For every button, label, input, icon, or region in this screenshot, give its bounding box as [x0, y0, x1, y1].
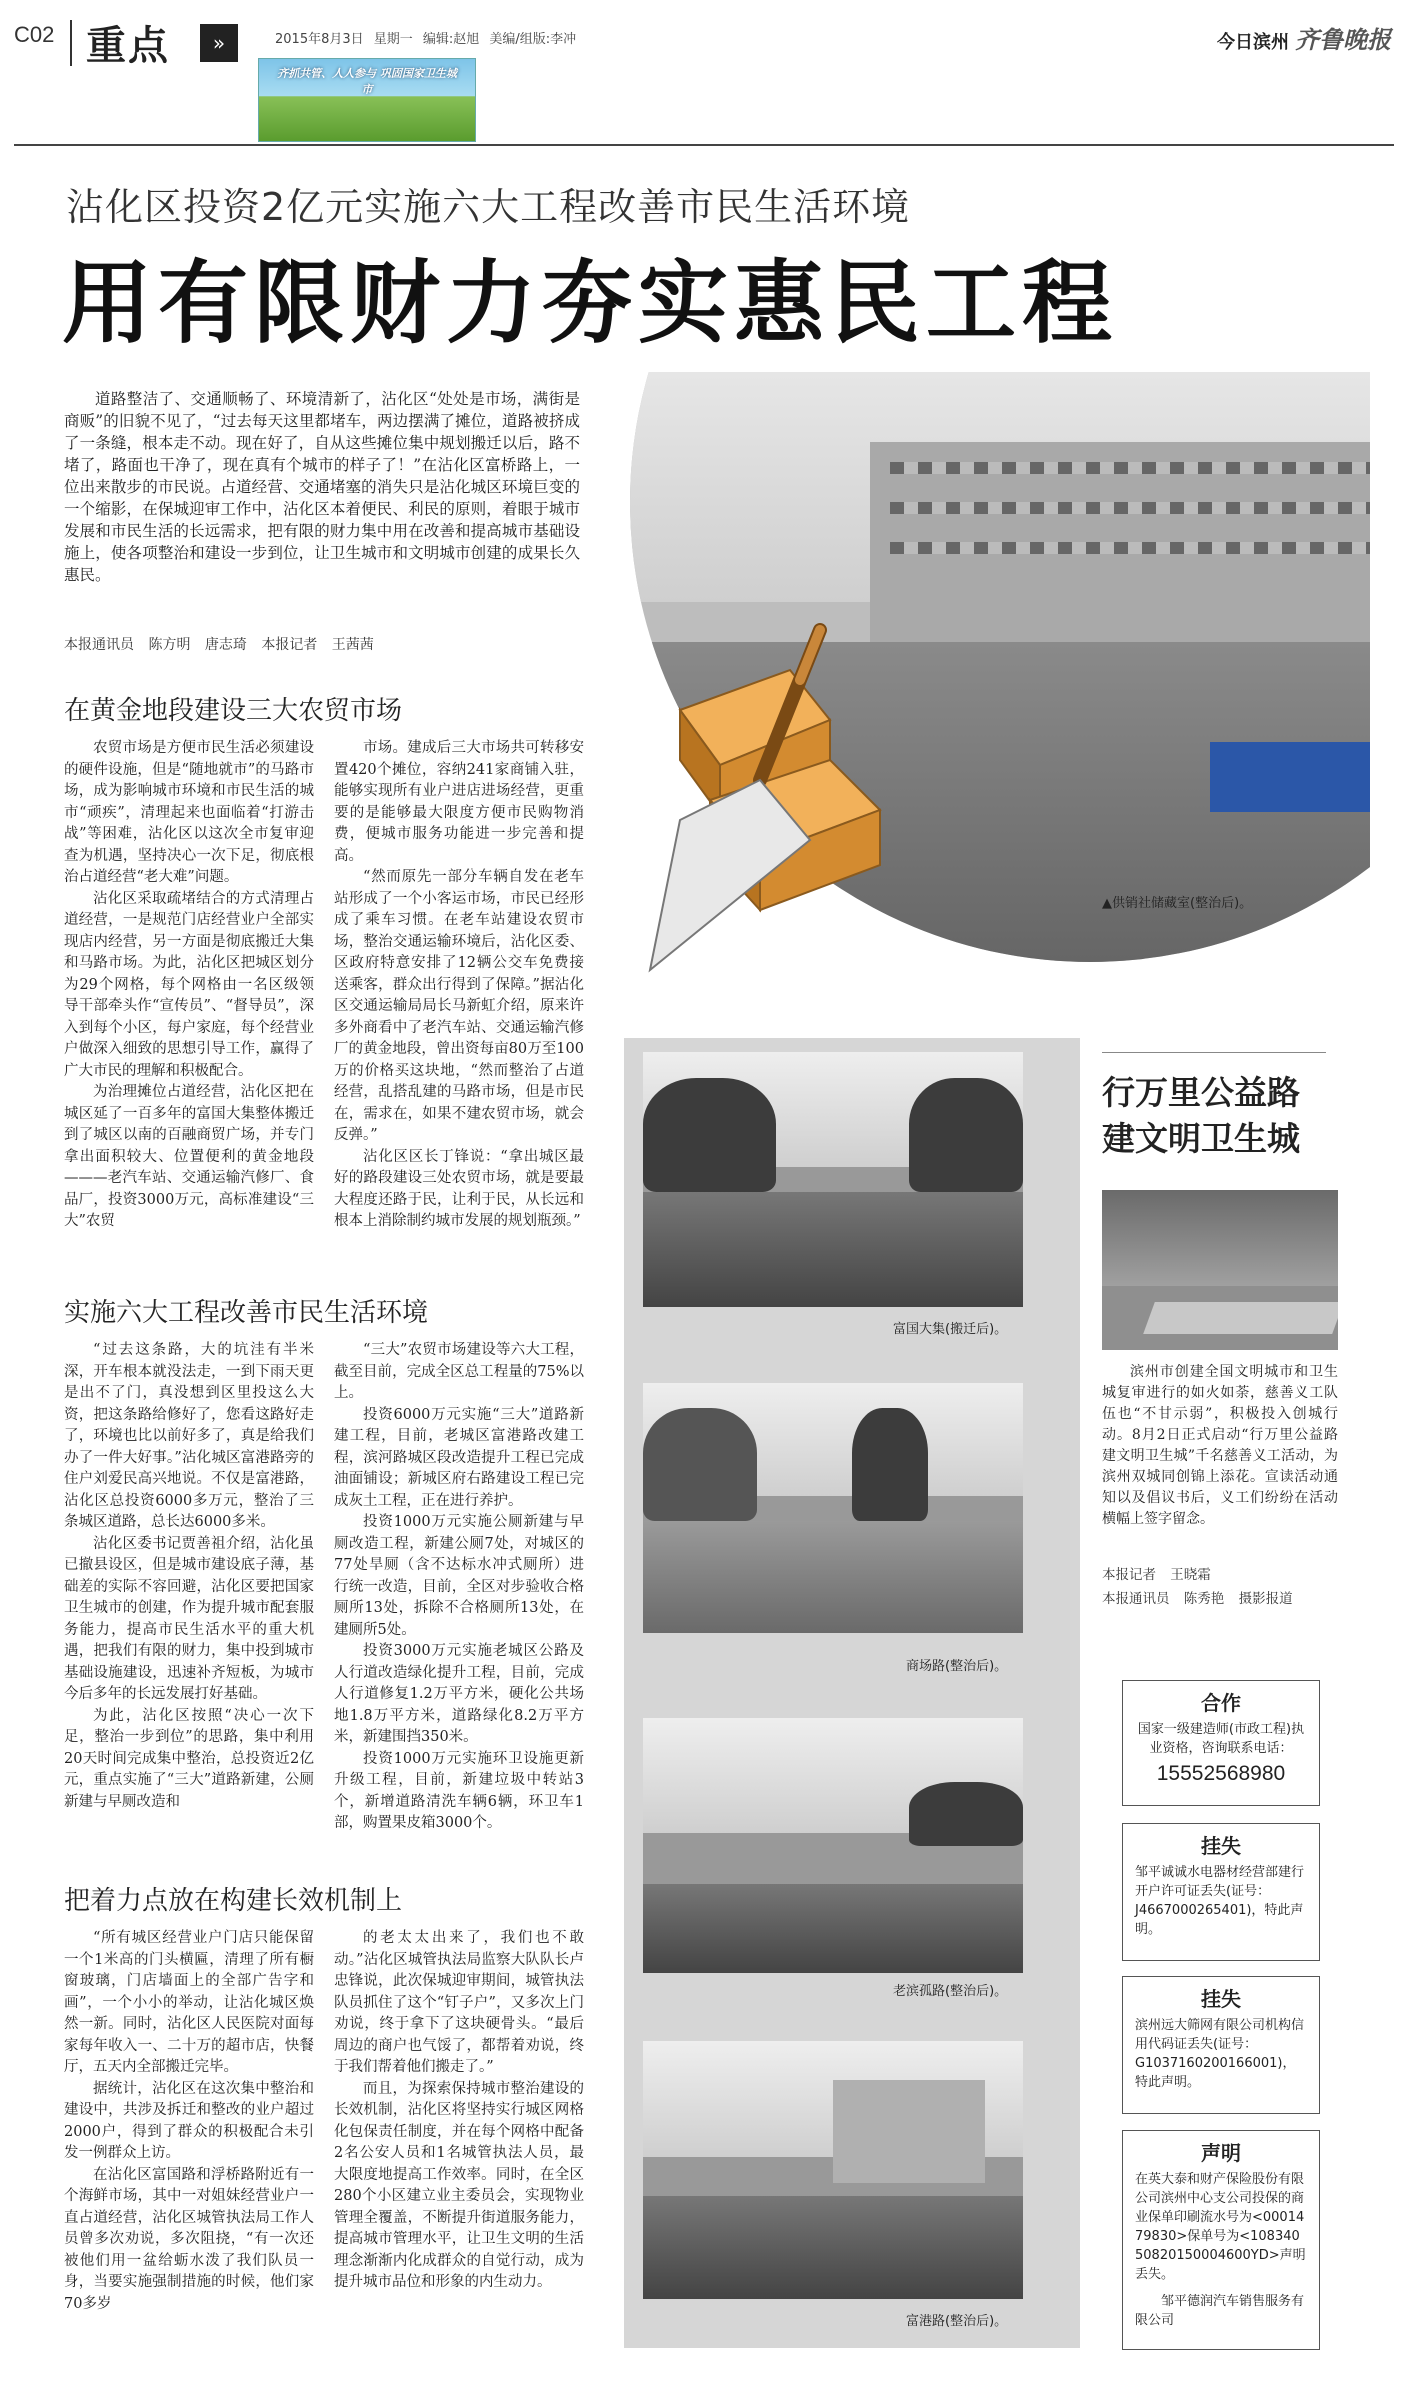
- classified-ad-statement: [1122, 2130, 1320, 2350]
- caption-photo-3: 老滨孤路(整治后)。: [893, 1984, 1008, 1999]
- paragraph: 农贸市场是方便市民生活必须建设的硬件设施，但是“随地就市”的马路市场，成为影响城市环境和市民生活的城市“顽疾”，清理起来也面临着“打游击战”等困难，沾化区以这次全市复审迎查为机遇，坚持决心一次下足，彻底根治占道经营“老大难”问题。: [64, 740, 314, 885]
- article-subhead: 沾化区投资2亿元实施六大工程改善市民生活环境: [66, 185, 911, 229]
- ad-title: 挂失: [1201, 1987, 1241, 2011]
- section3-title: 把着力点放在构建长效机制上: [64, 1886, 403, 1916]
- trowel-bricks-illustration: [640, 590, 960, 1010]
- section3-col1: [64, 1928, 314, 2315]
- caption-photo-4: 富港路(整治后)。: [906, 2314, 1008, 2329]
- article-lead: 道路整洁了、交通顺畅了、环境清新了，沾化区“处处是市场，满街是商贩”的旧貌不见了，“过去每天这里都堵车，两边摆满了摊位，道路被挤成了一条缝，根本走不动。现在好了，自从这些摊位集中规划搬迁以后，路不堵了，路面也干净了，现在真有个城市的样子了！”在沾化区富桥路上，一位出来散步的市民说。占道经营、交通堵塞的消失只是沾化城区环境巨变的一个缩影，在保城迎审工作中，沾化区本着便民、利民的原则，着眼于城市发展和市民生活的长远需求，把有限的财力集中用在改善和提高城市基础设施上，使各项整治和建设一步到位，让卫生城市和文明城市创建的成果长久惠民。: [64, 390, 580, 584]
- paragraph: 为治理摊位占道经营，沾化区把在城区延了一百多年的富国大集整体搬迁到了城区以南的百融商贸广场，并专门拿出面积较大、位置便利的黄金地段———老汽车站、交通运输汽修厂、食品厂，投资3000万元，高标准建设“三大”农贸: [64, 1084, 314, 1229]
- page-number: C02: [14, 22, 55, 47]
- paragraph: 市场。建成后三大市场共可转移安置420个摊位，容纳241家商铺入驻，能够实现所有业户进店进场经营，更重要的是能够最大限度方便市民购物消费，便城市服务功能进一步完善和提高。: [334, 740, 584, 864]
- newspaper-brand-logo: 齐鲁晚报: [1295, 25, 1391, 54]
- article-byline: 本报通讯员 陈方明 唐志琦 本报记者 王茜茜: [64, 637, 374, 653]
- paragraph: 而且，为探索保持城市整治建设的长效机制，沾化区将坚持实行城区网格化包保责任制度，并在每个网格中配备2名公安人员和1名城管执法人员，最大限度地提高工作效率。同时，在全区280个小区建立业主委员会，实现物业管理全覆盖，不断提升街道服务能力，提高城市管理水平，让卫生文明的生活理念渐渐内化成群众的自觉行动，成为提升城市品位和形象的内生动力。: [334, 2080, 584, 2290]
- section2-col2: [334, 1340, 584, 1835]
- section1-title: 在黄金地段建设三大农贸市场: [64, 696, 403, 726]
- sidebar-title-line2: 建文明卫生城: [1102, 1119, 1300, 1158]
- paragraph: 沾化区委书记贾善祖介绍，沾化虽已撤县设区，但是城市建设底子薄，基础差的实际不容回避，沾化区要把国家卫生城市的创建，作为提升城市配套服务能力，提高市民生活水平的重大机遇，把我们有限的财力，集中投到城市基础设施建设，迅速补齐短板，为城市今后多年的长远发展打好基础。: [64, 1535, 314, 1702]
- ad-body: 在英大泰和财产保险股份有限公司滨州中心支公司投保的商业保单印刷流水号为<0001479830>保单号为<10834050820150004600YD>声明丢失。: [1135, 2172, 1306, 2282]
- sidebar-title-line1: 行万里公益路: [1102, 1073, 1300, 1112]
- paragraph: “三大”农贸市场建设等六大工程，截至目前，完成全区总工程量的75%以上。: [334, 1342, 584, 1401]
- caption-photo-1: 富国大集(搬迁后)。: [893, 1322, 1008, 1337]
- sidebar-body: 滨州市创建全国文明城市和卫生城复审进行的如火如荼，慈善义工队伍也“不甘示弱”，积极投入创城行动。8月2日正式启动“行万里公益路 建文明卫生城”千名慈善义工活动，为滨州双城同创锦上添花。宣读活动通知以及倡议书后，义工们纷纷在活动横幅上签字留念。: [1102, 1364, 1338, 1527]
- paragraph: 在沾化区富国路和浮桥路附近有一个海鲜市场，其中一对姐妹经营业户一直占道经营，沾化区城管执法局工作人员曾多次劝说，多次阻挠，“有一次还被他们用一盆给蛎水泼了我们队员一身，当要实施强制措施的时候，他们家70多岁: [64, 2166, 314, 2312]
- paragraph: 投资3000万元实施老城区公路及人行道改造绿化提升工程，目前，完成人行道修复1.2万平方米，硬化公共场地1.8万平方米，道路绿化8.2万平方米，新建围挡350米。: [334, 1643, 584, 1745]
- header-divider: [70, 20, 72, 66]
- section2-col1: [64, 1340, 314, 1813]
- paragraph: “过去这条路，大的坑洼有半米深，开车根本就没法走，一到下雨天更是出不了门，真没想到区里投这么大资，把这条路给修好了，您看这路好走了，环境也比以前好多了，真是给我们办了一件大好事。”沾化城区富港路旁的住户刘爱民高兴地说。不仅是富港路，沾化区总投资6000多万元，整治了三条城区道路，总长达6000多米。: [64, 1342, 314, 1530]
- paragraph: 据统计，沾化区在这次集中整治和建设中，共涉及拆迁和整改的业户超过2000户，得到了群众的积极配合未引发一例群众上访。: [64, 2080, 314, 2161]
- classified-ad-cooperation: [1122, 1680, 1320, 1806]
- sidebar-title: [1102, 1070, 1300, 1162]
- caption-main-photo: ▲供销社储藏室(整治后)。: [1102, 896, 1253, 911]
- paragraph: 投资6000万元实施“三大”道路新建工程，目前，老城区富港路改建工程，滨河路城区段改造提升工程已完成油面铺设；新城区府右路建设工程已完成灰土工程，正在进行养护。: [334, 1406, 584, 1509]
- classified-ad-lost-2: [1122, 1976, 1320, 2114]
- ad-body: 邹平诚诚水电器材经营部建行开户许可证丢失(证号：J4667000265401)，特此声明。: [1135, 1865, 1305, 1937]
- paragraph: “然而原先一部分车辆自发在老车站形成了一个小客运市场，市民已经形成了乘车习惯。在老车站建设农贸市场，整治交通运输环境后，沾化区委、区政府特意安排了12辆公交车免费接送乘客，群众出行得到了保障。”据沾化区交通运输局局长马新虹介绍，原来许多外商看中了老汽车站、交通运输汽修厂的黄金地段，曾出资每亩80万至100万的价格买这块地，“然而整治了占道经营，乱搭乱建的马路市场，但是市民在，需求在，如果不建农贸市场，就会反弹。”: [334, 869, 584, 1143]
- ad-title: 声明: [1201, 2141, 1241, 2165]
- section-title: 重点: [86, 23, 170, 69]
- photo-laobingu-road: [643, 1718, 1023, 1973]
- issue-meta: 2015年8月3日 星期一 编辑:赵旭 美编/组版:李冲: [275, 32, 577, 47]
- ad-phone: 15552568980: [1156, 1762, 1286, 1785]
- ad-body: 国家一级建造师(市政工程)执业资格，咨询联系电话：: [1137, 1722, 1305, 1756]
- caption-photo-2: 商场路(整治后)。: [906, 1659, 1008, 1674]
- article-headline: 用有限财力夯实惠民工程: [62, 251, 1118, 356]
- photo-fuguo-market: [643, 1052, 1023, 1307]
- section2-title: 实施六大工程改善市民生活环境: [64, 1298, 429, 1328]
- section3-col2: [334, 1928, 584, 2294]
- photo-fugang-road: [643, 2041, 1023, 2299]
- paragraph: 沾化区采取疏堵结合的方式清理占道经营，一是规范门店经营业户全部实现店内经营，另一方面是彻底搬迁大集和马路市场。为此，沾化区把城区划分为29个网格，每个网格由一名区级领导干部牵头作“宣传员”、“督导员”，深入到每个小区，每户家庭，每个经营业户做深入细致的思想引导工作，赢得了广大市民的理解和积极配合。: [64, 890, 314, 1079]
- section1-col1: [64, 738, 314, 1233]
- paragraph: 为此，沾化区按照“决心一次下足，整治一步到位”的思路，集中利用20天时间完成集中整治，总投资近2亿元，重点实施了“三大”道路新建，公厕新建与早厕改造和: [64, 1707, 314, 1810]
- sidebar-photo-volunteers: [1102, 1190, 1338, 1350]
- section-arrow-icon: »: [200, 24, 238, 62]
- newspaper-name: [1217, 20, 1391, 55]
- sidebar-byline2: 本报通讯员 陈秀艳 摄影报道: [1102, 1591, 1293, 1607]
- sidebar-rule: [1102, 1052, 1326, 1053]
- paragraph: 沾化区区长丁锋说：“拿出城区最好的路段建设三处农贸市场，就是要最大程度还路于民，让利于民，从长远和根本上消除制约城市发展的规划瓶颈。”: [334, 1148, 584, 1229]
- ad-title: 挂失: [1201, 1834, 1241, 1858]
- paragraph: 投资1000万元实施公厕新建与早厕改造工程，新建公厕7处，对城区的77处旱厕（含不达标水冲式厕所）进行统一改造，目前，全区对步验收合格厕所13处，拆除不合格厕所13处，在建厕所5处。: [334, 1514, 584, 1638]
- photo-shangchang-road: [643, 1383, 1023, 1633]
- paragraph: 的老太太出来了，我们也不敢动。”沾化区城管执法局监察大队队长卢忠锋说，此次保城迎审期间，城管执法队员抓住了这个“钉子户”，又多次上门劝说，终于拿下了这块硬骨头。“最后周边的商户也气馁了，都帮着劝说，终于我们帮着他们搬走了。”: [334, 1930, 584, 2075]
- paragraph: 投资1000万元实施环卫设施更新升级工程，目前，新建垃圾中转站3个，新增道路清洗车辆6辆，环卫车1部，购置果皮箱3000个。: [334, 1750, 584, 1831]
- classified-ad-lost-1: [1122, 1823, 1320, 1961]
- ad-title: 合作: [1201, 1691, 1241, 1715]
- ad-body-company: 邹平德润汽车销售服务有限公司: [1135, 2294, 1305, 2328]
- header-rule: [14, 144, 1394, 146]
- section1-col2: [334, 738, 584, 1233]
- sidebar-byline1: 本报记者 王晓霜: [1102, 1567, 1211, 1583]
- ad-body: 滨州远大筛网有限公司机构信用代码证丢失(证号：G1037160200166001)，特此声明。: [1135, 2018, 1305, 2090]
- paragraph: “所有城区经营业户门店只能保留一个1米高的门头横匾，清理了所有橱窗玻璃，门店墙面上的全部广告字和画”，一个小小的举动，让沾化城区焕然一新。同时，沾化区人民医院对面每家每年收入一、二十万的超市店，快餐厅，五天内全部搬迁完毕。: [64, 1930, 314, 2075]
- newspaper-prefix: 今日滨州: [1217, 32, 1289, 53]
- campaign-banner-text: 齐抓共管、人人参与 巩固国家卫生城市: [277, 67, 457, 96]
